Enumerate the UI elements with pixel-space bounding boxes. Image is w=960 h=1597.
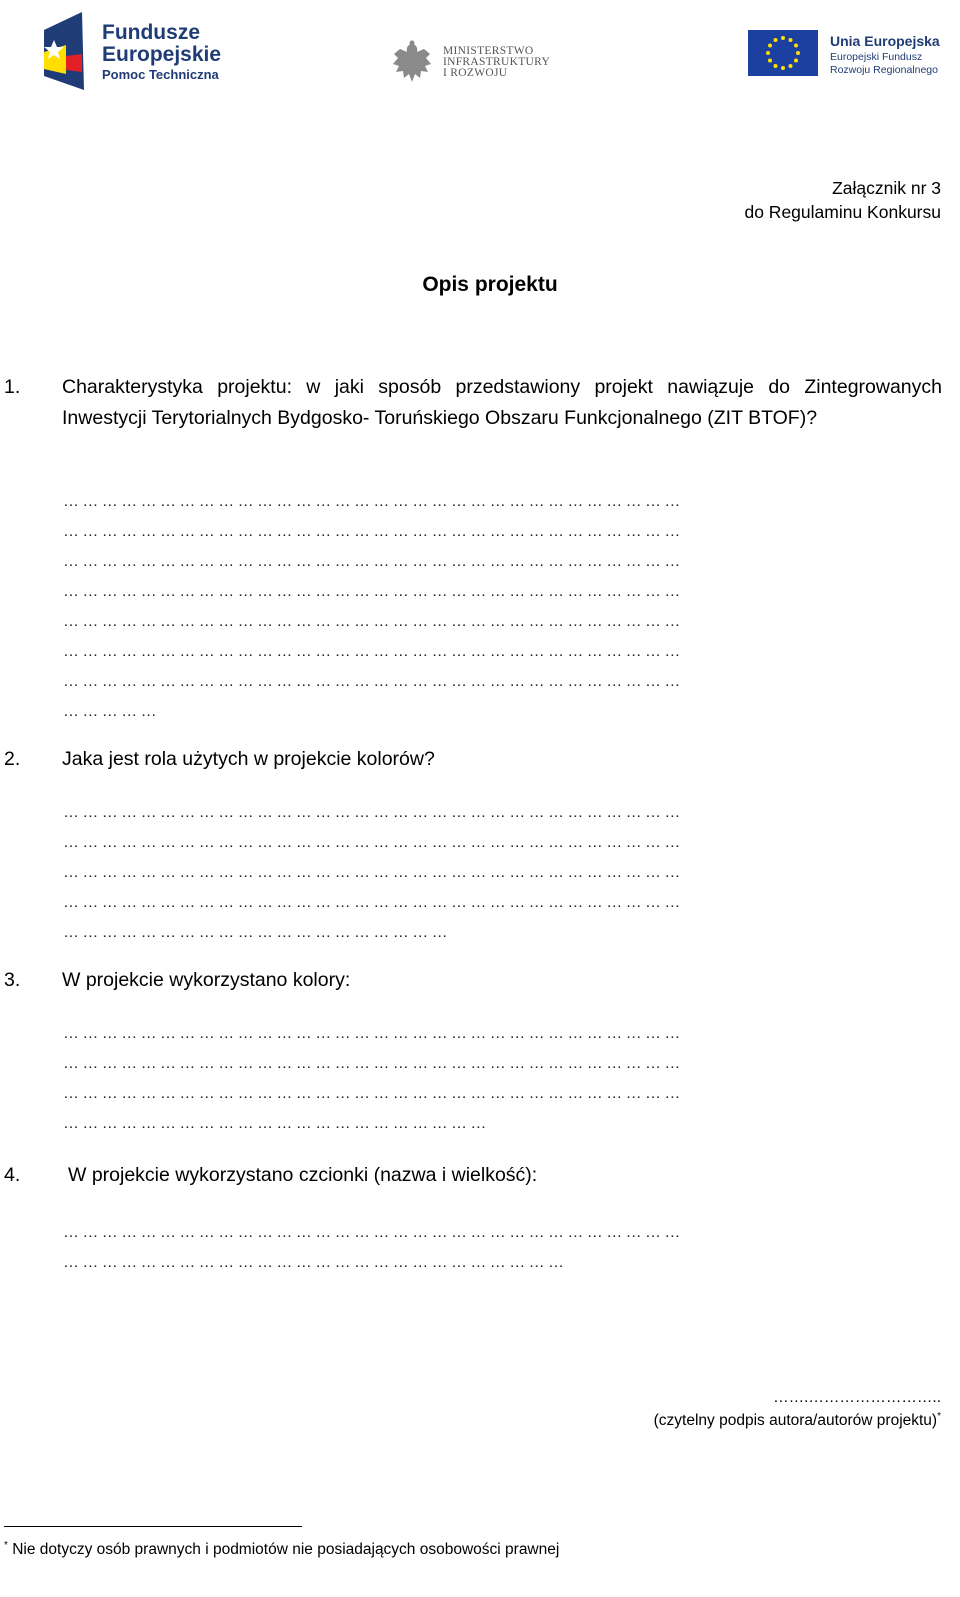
signature-label: (czytelny podpis autora/autorów projektu) <box>653 1412 938 1430</box>
answer-area-1[interactable] <box>63 487 684 727</box>
signature-block <box>654 1388 941 1430</box>
question-number: 2. <box>4 748 21 770</box>
answer-line: …………………………………………………………………………………… <box>63 1224 684 1241</box>
ue-line1: Unia Europejska <box>830 33 940 49</box>
answer-line: …………………………………………………………………………………… <box>63 864 684 881</box>
fe-line3: Pomoc Techniczna <box>102 67 219 82</box>
answer-line: …………………………………………………………………………………… <box>63 523 684 540</box>
answer-line: …………………………………………………………………… <box>63 1254 568 1271</box>
answer-line: ………………………………………………………… <box>63 1115 490 1132</box>
ministry-logo <box>390 40 560 90</box>
footnote <box>4 1540 559 1559</box>
question-1 <box>4 372 944 467</box>
answer-line: …………………………………………………………………………………… <box>63 834 684 851</box>
question-4 <box>4 1160 944 1192</box>
question-2 <box>4 744 944 776</box>
ministry-wordmark <box>443 46 550 79</box>
answer-line: …………………………………………………………………………………… <box>63 583 684 600</box>
answer-line: …………………………………………………………………………………… <box>63 553 684 570</box>
unia-europejska-wordmark <box>830 34 940 77</box>
question-3 <box>4 965 944 997</box>
answer-line: …………………………………………………………………………………… <box>63 804 684 821</box>
mi-line1: MINISTERSTWO <box>443 45 534 57</box>
document-title: Opis projektu <box>422 273 558 296</box>
ue-line2: Europejski Fundusz <box>830 51 923 63</box>
mi-line2: INFRASTRUKTURY <box>443 56 551 68</box>
footnote-mark: * <box>4 1540 8 1551</box>
answer-line: …………………………………………………… <box>63 924 451 941</box>
answer-area-2[interactable] <box>63 798 684 948</box>
signature-dots[interactable]: …….…………………….. <box>773 1389 941 1406</box>
unia-europejska-logo <box>748 30 958 85</box>
fundusze-europejskie-wordmark <box>102 22 221 81</box>
question-number: 1. <box>4 376 21 398</box>
answer-line: …………………………………………………………………………………… <box>63 493 684 510</box>
footnote-separator <box>4 1526 302 1527</box>
fundusze-europejskie-emblem-icon <box>44 12 100 90</box>
fe-line2: Europejskie <box>102 43 222 66</box>
question-text: Charakterystyka projektu: w jaki sposób przedstawiony projekt nawiązuje do Zintegrowanych Inwestycji Terytorialnych Bydgosko- Toruńskiego Obszaru Funkcjonalnego (ZIT BTOF)? <box>62 376 942 429</box>
answer-line: …………………………………………………………………………………… <box>63 1025 684 1042</box>
eagle-emblem-icon <box>390 40 434 86</box>
question-number: 4. <box>4 1164 21 1186</box>
fe-line1: Fundusze <box>102 21 200 44</box>
answer-line: …………………………………………………………………………………… <box>63 894 684 911</box>
eu-flag-icon <box>748 30 818 76</box>
annex-line2: do Regulaminu Konkursu <box>744 202 941 222</box>
header-logos <box>0 0 960 100</box>
answer-area-3[interactable] <box>63 1019 684 1139</box>
answer-line: …………………………………………………………………………………… <box>63 643 684 660</box>
annex-line1: Załącznik nr 3 <box>832 178 941 198</box>
answer-line: …………………………………………………………………………………… <box>63 673 684 690</box>
mi-line3: I ROZWOJU <box>443 67 508 79</box>
answer-line: …………………………………………………………………………………… <box>63 1085 684 1102</box>
answer-area-4[interactable] <box>63 1218 684 1278</box>
answer-line: …………………………………………………………………………………… <box>63 613 684 630</box>
footnote-text: Nie dotyczy osób prawnych i podmiotów nie posiadających osobowości prawnej <box>12 1541 560 1559</box>
question-number: 3. <box>4 969 21 991</box>
question-text: W projekcie wykorzystano kolory: <box>62 969 351 991</box>
signature-caption <box>654 1407 941 1430</box>
question-text: Jaka jest rola użytych w projekcie kolorów? <box>62 748 435 770</box>
footnote-mark: * <box>937 1411 941 1422</box>
fundusze-europejskie-logo <box>44 12 234 92</box>
question-text: W projekcie wykorzystano czcionki (nazwa i wielkość): <box>68 1164 538 1186</box>
answer-line: …………… <box>63 703 160 720</box>
ue-line3: Rozwoju Regionalnego <box>830 63 938 76</box>
annex-note <box>744 176 941 224</box>
answer-line: …………………………………………………………………………………… <box>63 1055 684 1072</box>
